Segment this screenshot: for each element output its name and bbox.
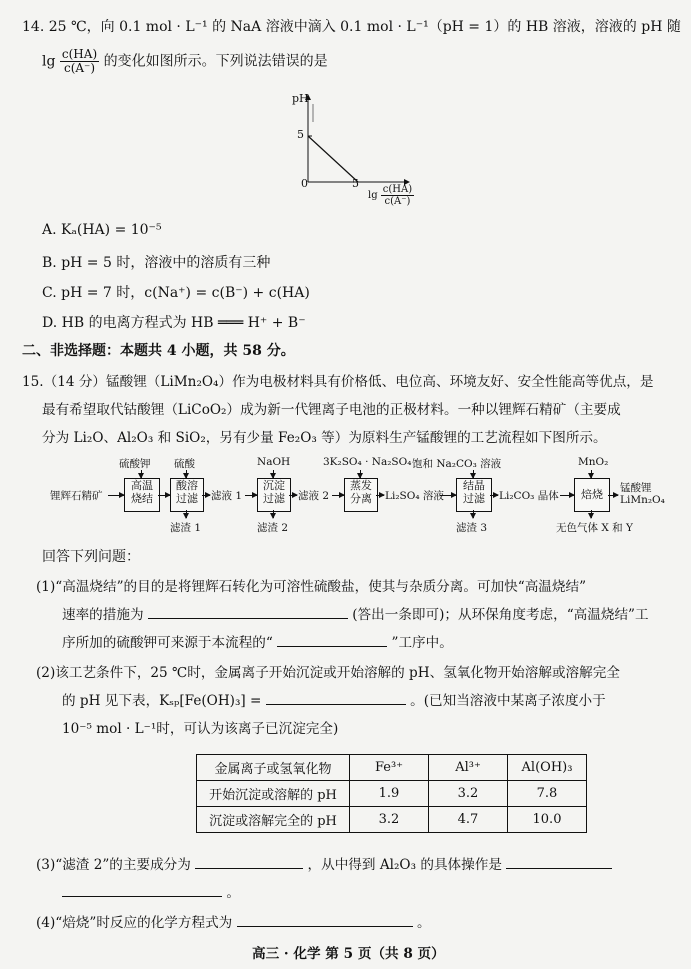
arrow-residue-2: [273, 510, 274, 518]
q14-option-d: D. HB 的电离方程式为 HB ═══ H⁺ + B⁻: [42, 315, 306, 331]
arrow-7: [376, 495, 384, 496]
graph-x-denominator: c(A⁻): [384, 196, 411, 207]
arrow-gas: [591, 510, 592, 518]
table-header: 金属离子或氢氧化物: [197, 755, 350, 781]
lg-text: lg: [42, 53, 56, 70]
graph-x-tick: 5: [352, 177, 359, 190]
flow-start: 锂辉石精矿: [50, 490, 103, 502]
li2so4-solution: Li₂SO₄ 溶液: [385, 490, 444, 502]
arrow-10: [560, 495, 574, 496]
table-row: [197, 807, 587, 833]
table-cell: 1.9: [350, 781, 429, 807]
product-limn2o4: 锰酸锂 LiMn₂O₄: [620, 482, 665, 506]
section-heading: 二、非选择题：本题共 4 小题，共 58 分。: [22, 343, 295, 359]
page-footer: 高三 · 化学 第 5 页（共 8 页）: [252, 946, 445, 962]
box-precipitate-filter: 沉淀 过滤: [257, 478, 291, 512]
part1-line3: [62, 631, 453, 651]
ratio-fraction: [60, 48, 99, 75]
arrow-5: [289, 495, 297, 496]
residue-1: 滤渣 1: [170, 522, 202, 534]
part1-line1: (1)“高温烧结”的目的是将锂辉石转化为可溶性硫酸盐，使其与杂质分离。可加快“高温烧结”: [36, 579, 587, 595]
arrow-residue-3: [473, 510, 474, 518]
box-evaporate-separate: 蒸发 分离: [344, 478, 378, 512]
part2-line3: 10⁻⁵ mol · L⁻¹时，可认为该离子已沉淀完全): [62, 721, 339, 737]
q15-intro-line1: 15.（14 分）锰酸锂（LiMn₂O₄）作为电极材料具有价格低、电位高、环境友好、安全性能高等优点，是: [22, 374, 654, 390]
part2-line2: [62, 689, 606, 709]
answer-blank-5[interactable]: [506, 854, 612, 869]
table-cell: 沉淀或溶解完全的 pH: [197, 807, 350, 833]
ph-table: [196, 754, 587, 833]
table-cell: 10.0: [508, 807, 587, 833]
graph-y-label: pH: [292, 92, 309, 105]
arrow-9: [490, 495, 498, 496]
filtrate-2: 滤液 2: [298, 490, 330, 502]
q15-intro-line3: 分为 Li₂O、Al₂O₃ 和 SiO₂，另有少量 Fe₂O₃ 等）为原料生产锰酸锂的工艺流程如下图所示。: [42, 430, 607, 446]
graph-origin: 0: [301, 177, 308, 190]
graph-x-lg: lg: [368, 190, 378, 201]
box-high-temp-sinter: 高温 烧结: [124, 478, 160, 512]
arrow-reagent-2: [186, 470, 187, 478]
part1-line2-prefix: 速率的措施为: [62, 607, 144, 623]
graph-x-numerator: c(HA): [382, 184, 413, 195]
table-cell: 7.8: [508, 781, 587, 807]
graph-x-fraction: [381, 184, 414, 207]
part2-line2-prefix: 的 pH 见下表，Kₛₚ[Fe(OH)₃] =: [62, 693, 262, 709]
reagent-potassium-sulfate: 硫酸钾: [119, 458, 151, 470]
answer-blank-4[interactable]: [195, 854, 303, 869]
part4-suffix: 。: [416, 915, 431, 931]
table-cell: 3.2: [429, 781, 508, 807]
q14-stem-tail: 的变化如图所示。下列说法错误的是: [103, 53, 328, 70]
part2-line2-suffix: 。(已知当溶液中某离子浓度小于: [410, 693, 606, 709]
reagent-mno2: MnO₂: [578, 456, 609, 468]
arrow-2: [158, 495, 170, 496]
arrow-4: [245, 495, 257, 496]
arrow-3: [202, 495, 210, 496]
part3-line1: [36, 853, 612, 873]
q14-option-b: B. pH = 5 时，溶液中的溶质有三种: [42, 255, 271, 271]
box-acid-dissolve-filter: 酸溶 过滤: [170, 478, 204, 512]
answer-blank-3[interactable]: [266, 690, 406, 705]
part3-line2-suffix: 。: [226, 885, 240, 901]
q14-stem-line1: 14. 25 ℃，向 0.1 mol · L⁻¹ 的 NaA 溶液中滴入 0.1 mol · L⁻¹（pH = 1）的 HB 溶液，溶液的 pH 随: [22, 19, 681, 35]
table-cell: 4.7: [429, 807, 508, 833]
box-crystallize-filter: 结晶 过滤: [456, 478, 492, 512]
arrow-reagent-3: [273, 470, 274, 478]
li2co3-crystal: Li₂CO₃ 晶体: [499, 490, 559, 502]
part4-line: [36, 911, 431, 931]
reagent-naoh: NaOH: [257, 456, 291, 468]
graph-y-tick: 5: [297, 128, 304, 141]
arrow-11: [608, 495, 618, 496]
gas-x-y: 无色气体 X 和 Y: [556, 522, 633, 534]
answer-blank-2[interactable]: [277, 632, 387, 647]
filtrate-1: 滤液 1: [211, 490, 243, 502]
q14-option-c: C. pH = 7 时，c(Na⁺) = c(B⁻) + c(HA): [42, 285, 310, 301]
arrow-reagent-1: [141, 470, 142, 478]
part2-line1: (2)该工艺条件下，25 ℃时，金属离子开始沉淀或开始溶解的 pH、氢氧化物开始溶解或溶解完全: [36, 665, 620, 681]
fraction-numerator: c(HA): [61, 47, 98, 61]
reagent-na2co3: 饱和 Na₂CO₃ 溶液: [412, 458, 502, 470]
answer-blank-1[interactable]: [148, 604, 348, 619]
part1-line3-suffix: ”工序中。: [391, 635, 453, 651]
q14-stem-line2: [42, 48, 328, 75]
part4-prefix: (4)“焙烧”时反应的化学方程式为: [36, 915, 233, 931]
q14-option-a: A. Kₐ(HA) = 10⁻⁵: [42, 222, 162, 238]
table-header-row: [197, 755, 587, 781]
reagent-double-salt: 3K₂SO₄ · Na₂SO₄: [323, 456, 412, 468]
arrow-6: [332, 495, 344, 496]
fraction-denominator: c(A⁻): [63, 61, 96, 75]
arrow-reagent-5: [473, 470, 474, 478]
box-roast: 焙烧: [574, 478, 610, 512]
arrow-8: [440, 495, 456, 496]
table-cell: 开始沉淀或溶解的 pH: [197, 781, 350, 807]
graph-x-label: [368, 184, 414, 207]
table-row: [197, 781, 587, 807]
arrow-reagent-4: [360, 470, 361, 478]
part3-line1-middle: ，从中得到 Al₂O₃ 的具体操作是: [307, 857, 502, 873]
table-cell: 3.2: [350, 807, 429, 833]
answer-blank-6[interactable]: [62, 882, 222, 897]
arrow-1: [108, 495, 124, 496]
table-header: Al(OH)₃: [508, 755, 587, 781]
reagent-sulfuric-acid: 硫酸: [174, 458, 195, 470]
part1-line2-suffix: (答出一条即可)；从环保角度考虑，“高温烧结”工: [352, 607, 649, 623]
residue-3: 滤渣 3: [456, 522, 488, 534]
residue-2: 滤渣 2: [257, 522, 289, 534]
arrow-residue-1: [186, 510, 187, 518]
table-header: Al³⁺: [429, 755, 508, 781]
table-header: Fe³⁺: [350, 755, 429, 781]
part3-line1-prefix: (3)“滤渣 2”的主要成分为: [36, 857, 191, 873]
q15-intro-line2: 最有希望取代钴酸锂（LiCoO₂）成为新一代锂离子电池的正极材料。一种以锂辉石精矿（主要成: [42, 402, 621, 418]
answer-prompt: 回答下列问题：: [42, 549, 140, 565]
arrow-reagent-6: [591, 470, 592, 478]
part3-line2: [62, 881, 240, 901]
part1-line3-prefix: 序所加的硫酸钾可来源于本流程的“: [62, 635, 273, 651]
part1-line2: [62, 603, 649, 623]
answer-blank-7[interactable]: [237, 912, 413, 927]
